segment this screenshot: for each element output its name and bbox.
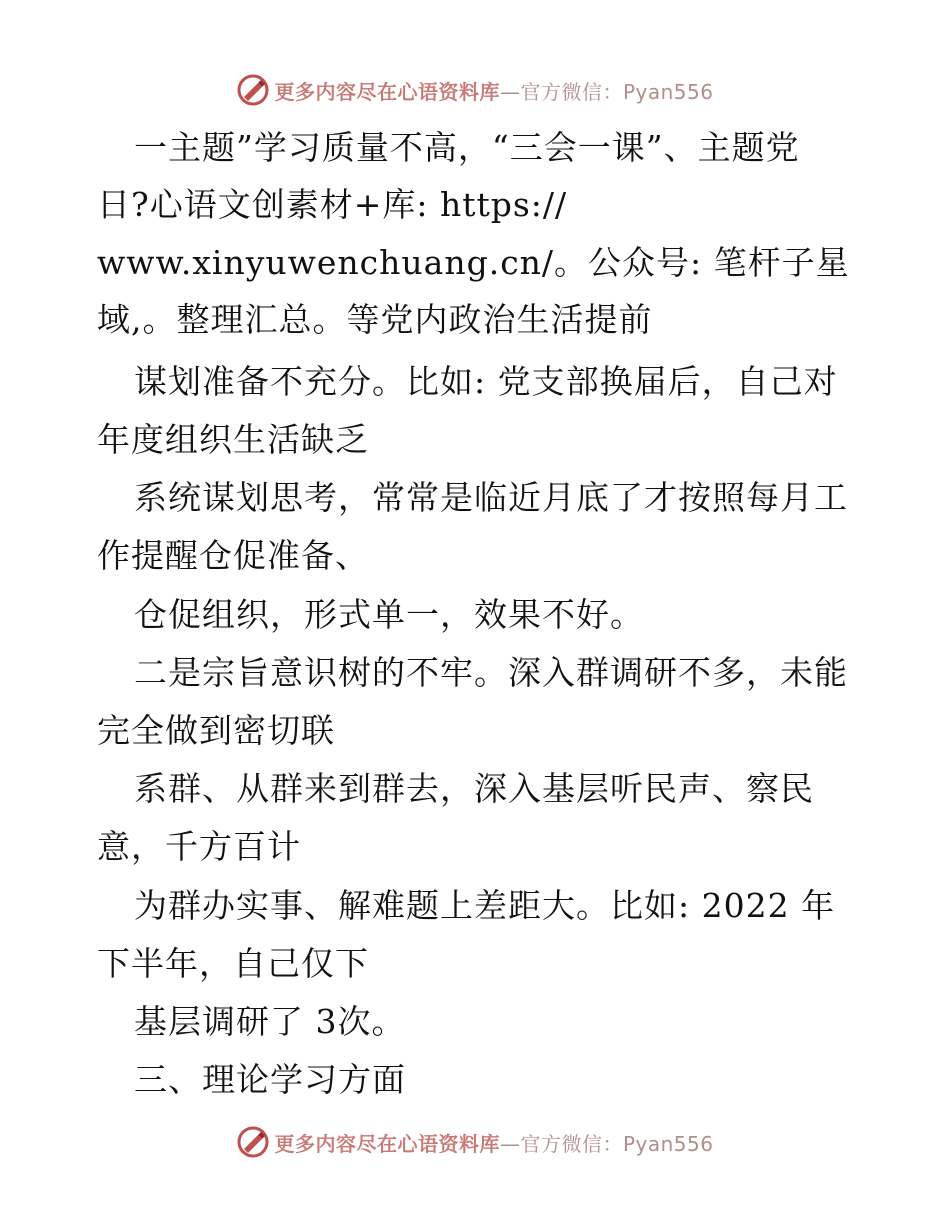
text-line: 系统谋划思考，常常是临近月底了才按照每月工 xyxy=(134,478,848,517)
watermark-brand: 更多内容尽在心语资料库 xyxy=(274,79,500,104)
header-watermark xyxy=(0,70,950,110)
watermark-text xyxy=(274,1128,713,1157)
text-line: 基层调研了 3次。 xyxy=(134,1002,406,1041)
text-line: 一主题”学习质量不高，“三会一课”、主题党 xyxy=(134,128,800,167)
text-line: 二是宗旨意识树的不牢。深入群调研不多，未能 xyxy=(134,653,848,692)
footer-watermark xyxy=(0,1122,950,1162)
watermark-brand: 更多内容尽在心语资料库 xyxy=(274,1131,500,1156)
text-line: www.xinyuwenchuang.cn/。公众号: 笔杆子星 xyxy=(97,243,850,282)
text-line: 日?心语文创素材+库: https:// xyxy=(97,185,568,224)
text-line: 作提醒仓促准备、 xyxy=(97,536,369,575)
text-line: 系群、从群来到群去，深入基层听民声、察民 xyxy=(134,769,814,808)
text-line: 域,。整理汇总。等党内政治生活提前 xyxy=(97,300,653,339)
text-line: 谋划准备不充分。比如: 党支部换届后，自己对 xyxy=(134,362,838,401)
text-line: 下半年，自己仅下 xyxy=(97,944,369,983)
text-line: 仓促组织，形式单一，效果不好。 xyxy=(134,595,644,634)
pen-logo-icon xyxy=(236,73,270,107)
text-line: 三、理论学习方面 xyxy=(134,1060,406,1099)
watermark-contact: —官方微信：Pyan556 xyxy=(499,79,714,104)
text-line: 年度组织生活缺乏 xyxy=(97,420,369,459)
text-line: 意，千方百计 xyxy=(97,827,301,866)
text-line: 为群办实事、解难题上差距大。比如: 2022 年 xyxy=(134,886,836,925)
text-line: 完全做到密切联 xyxy=(97,711,335,750)
watermark-contact: —官方微信：Pyan556 xyxy=(499,1131,714,1156)
pen-logo-icon xyxy=(236,1125,270,1159)
watermark-text xyxy=(274,76,713,105)
